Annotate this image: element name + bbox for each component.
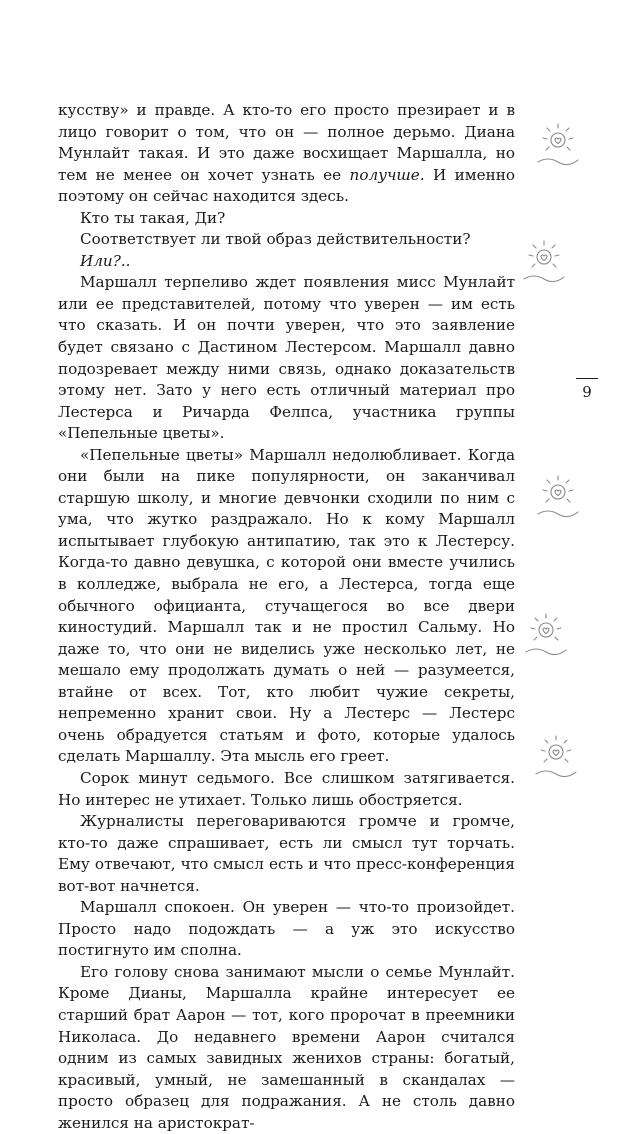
sun-swirl-icon — [528, 730, 588, 790]
sun-swirl-icon — [530, 118, 590, 178]
paragraph — [58, 229, 515, 251]
paragraph — [58, 251, 515, 273]
sun-swirl-icon — [530, 470, 590, 530]
page-number: 9 — [582, 383, 592, 401]
paragraph — [58, 768, 515, 811]
italic-text: Или?.. — [80, 251, 131, 270]
paragraph — [58, 100, 515, 208]
paragraph-text: Маршалл спокоен. Он уверен — что-то произойдет. Просто надо подождать — а уж это искусство постигнуто им сполна. — [58, 898, 515, 960]
paragraph — [58, 811, 515, 897]
paragraph-text: Маршалл терпеливо ждет появления мисс Мунлайт или ее представителей, потому что уверен — им есть что сказать. И он почти уверен, что это заявление будет связано с Дастином Лестерсом. Маршалл давно подозревает между ними связь, однако доказательств этому нет. Зато у него есть отличный материал про Лестерса и Ричарда Фелпса, участника группы «Пепельные цветы». — [58, 273, 515, 443]
paragraph — [58, 445, 515, 768]
paragraph — [58, 962, 515, 1134]
sun-swirl-icon — [518, 608, 578, 668]
paragraph-text: кусству» и правде. А кто-то его просто презирает и в лицо говорит о том, что он — полное дерьмо. Диана Мунлайт такая. И это даже восхищает Маршалла, но тем не менее он хочет узнать ее — [58, 101, 515, 184]
sun-swirl-icon — [516, 235, 576, 295]
paragraph-text: Кто ты такая, Ди? — [80, 208, 226, 227]
paragraph-text: «Пепельные цветы» Маршалл недолюбливает. Когда они были на пике популярности, он заканчивал старшую школу, и многие девчонки сходили по ним с ума, что жутко раздражало. Но к кому Маршалл испытывает глубокую антипатию, так это к Лестерсу. Когда-то давно девушка, с которой они вместе учились в колледже, выбрала не его, а Лестерса, тогда еще обычного официанта, стучащегося во все двери киностудий. Маршалл так и не простил Сальму. Но даже то, что они не виделись уже несколько лет, не мешало ему продолжать думать о ней — разумеется, втайне от всех. Тот, кто любит чужие секреты, непременно хранит свои. Ну а Лестерс — Лестерс очень обрадуется статьям и фото, которые удалось сделать Маршаллу. Эта мысль его греет. — [58, 445, 515, 766]
paragraph-text: Его голову снова занимают мысли о семье Мунлайт. Кроме Дианы, Маршалла крайне интересует ее старший брат Аарон — тот, кого пророчат в преемники Николаса. До недавнего времени Аарон считался одним из самых завидных женихов страны: богатый, красивый, умный, не замешанный в скандалах — просто образец для подражания. А не столь давно женился на аристократ- — [58, 962, 515, 1132]
paragraph-text: Сорок минут седьмого. Все слишком затягивается. Но интерес не утихает. Только лишь обостряется. — [58, 768, 515, 809]
paragraph — [58, 272, 515, 444]
paragraph — [58, 208, 515, 230]
page-number-rule — [576, 378, 598, 379]
paragraph — [58, 897, 515, 962]
page-body-text — [58, 100, 515, 1134]
paragraph-text: Соответствует ли твой образ действительности? — [80, 230, 471, 249]
italic-text: получше — [349, 165, 420, 184]
paragraph-text: Журналисты переговариваются громче и громче, кто-то даже спрашивает, есть ли смысл тут торчать. Ему отвечают, что смысл есть и что пресс-конференция вот-вот начнется. — [58, 812, 515, 895]
paragraph-text: . И именно поэтому он сейчас находится здесь. — [58, 165, 515, 206]
